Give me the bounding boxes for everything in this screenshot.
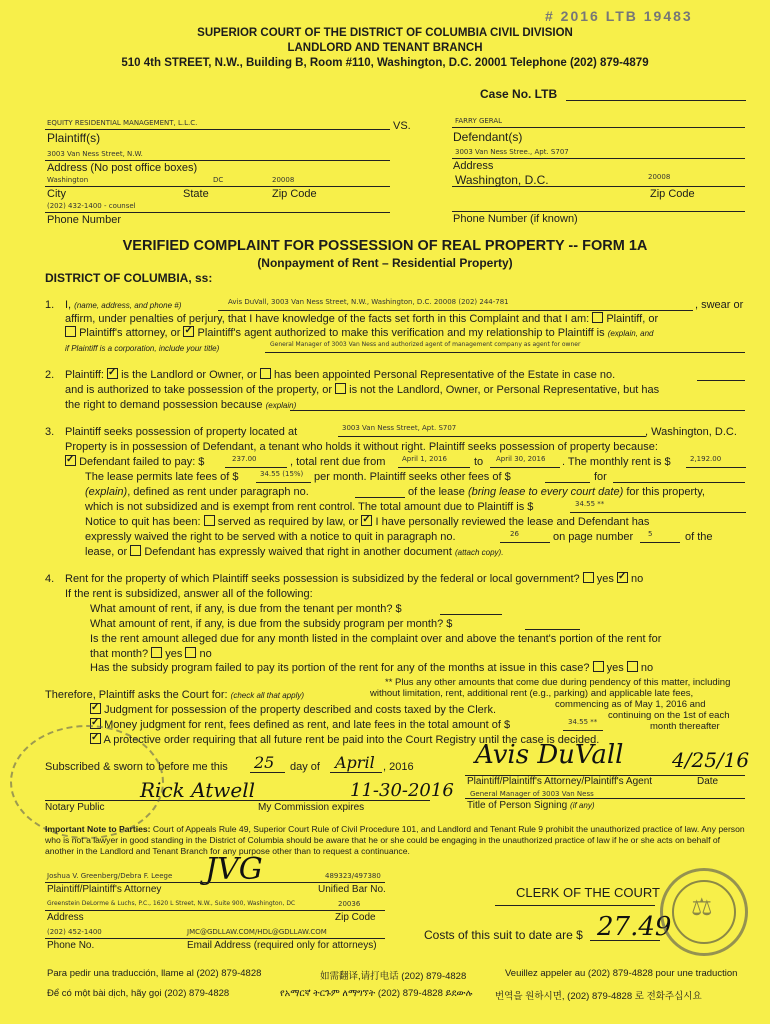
p4-line7 xyxy=(90,661,653,676)
p3-line5 xyxy=(85,485,309,500)
p4-l6-no: no xyxy=(199,648,212,660)
p2-line2-text: and is authorized to take possession of the property, or xyxy=(65,384,333,396)
affiant-label: Plaintiff/Plaintiff's Attorney/Plaintiff's Agent xyxy=(467,776,653,787)
footnote-line3: commencing as of May 1, 2016 and xyxy=(555,699,706,710)
p3-line2: Property is in possession of Defendant, a tenant who holds it without right. Plaintiff seeks possession of property because: xyxy=(65,441,658,453)
plaintiff-street-label: Address (No post office boxes) xyxy=(47,162,198,174)
p1-name-fill: Avis DuVall, 3003 Van Ness Street, N.W., Washington, D.C. 20008 (202) 244-781 xyxy=(228,298,509,306)
p3-from-fill: April 1, 2016 xyxy=(402,455,447,463)
footnote-line5: month thereafter xyxy=(650,721,720,732)
p3-l7b: served as required by law, or xyxy=(217,516,359,528)
attorney-address-line xyxy=(45,910,385,911)
p3-page-fill: 5 xyxy=(648,530,653,538)
failed-to-pay-checkbox[interactable] xyxy=(65,455,76,466)
title-label-text: Title of Person Signing xyxy=(467,800,568,811)
attorney-phone-label: Phone No. xyxy=(47,940,95,951)
title-label xyxy=(467,800,594,811)
cost-line xyxy=(590,940,660,941)
sign-date: 4/25/16 xyxy=(672,748,750,772)
p4-l7: Has the subsidy program failed to pay its portion of the rent for any of the months at issue in this case? xyxy=(90,662,590,674)
defendant-phone-line xyxy=(452,211,745,212)
p3-l8b: on page number xyxy=(553,531,634,543)
title-line xyxy=(465,798,745,799)
p4-yes: yes xyxy=(596,573,614,585)
p4-l7-no: no xyxy=(640,662,654,674)
p1-line1 xyxy=(65,298,181,313)
translation-amharic: የአማርኛ ትርጉም ለማግኘት (202) 879-4828 ይደውሉ xyxy=(280,988,473,999)
attorney-email-label: Email Address (required only for attorneys) xyxy=(187,940,377,951)
translation-french: Veuillez appeler au (202) 879-4828 pour une traduction xyxy=(505,968,738,979)
form-title: VERIFIED COMPLAINT FOR POSSESSION OF REAL PROPERTY -- FORM 1A xyxy=(122,238,648,254)
attorney-email: JMC@GDLLAW.COM/HDL@GDLLAW.COM xyxy=(187,928,327,936)
landlord-checkbox[interactable] xyxy=(107,368,118,379)
p3-l5c: of the lease xyxy=(408,486,465,498)
p2-hint: (explain) xyxy=(265,401,297,410)
p1-agent-hint: (explain, and xyxy=(607,329,654,338)
p4-l5: Is the rent amount alleged due for any month listed in the complaint over and above the tenant's portion of the rent for xyxy=(90,633,662,645)
p1-hint: (name, address, and phone #) xyxy=(74,301,182,310)
subsidized-no-checkbox[interactable] xyxy=(617,572,628,583)
p3-l5b: , defined as rent under paragraph no. xyxy=(127,486,309,498)
p3-l9b: Defendant has expressly waived that right in another document xyxy=(144,546,452,558)
attorney-name-label: Plaintiff/Plaintiff's Attorney xyxy=(47,884,162,895)
footnote-line4: continuing on the 1st of each xyxy=(608,710,730,721)
failed-pay-yes-checkbox[interactable] xyxy=(593,661,604,672)
p2-line3-text: the right to demand possession because xyxy=(65,399,263,411)
p2-line2b-text: is not the Landlord, Owner, or Personal Representative, but has xyxy=(349,384,660,396)
over-portion-no-checkbox[interactable] xyxy=(185,647,196,658)
sworn-month-line xyxy=(330,772,382,773)
p1-title-fill: General Manager of 3003 Van Ness and authorized agent of management company as agent for owner xyxy=(270,341,581,348)
notary-seal xyxy=(10,725,164,839)
p3-line1: Plaintiff seeks possession of property located at xyxy=(65,426,298,438)
defendant-phone-label: Phone Number (if known) xyxy=(453,213,578,225)
defendant-address-label: Address xyxy=(453,160,494,172)
failed-pay-no-checkbox[interactable] xyxy=(627,661,638,672)
district-label: DISTRICT OF COLUMBIA, ss: xyxy=(45,271,213,285)
defendant-street-line xyxy=(452,158,745,159)
p3-line5b xyxy=(408,485,705,500)
p2-line1 xyxy=(65,368,615,383)
p3-l5d: (bring lease to every court date) xyxy=(467,486,624,498)
p3-l8c: of the xyxy=(685,531,713,543)
plaintiff-city-line xyxy=(45,186,390,187)
p2-explain-line[interactable] xyxy=(290,410,745,411)
subsidized-yes-checkbox[interactable] xyxy=(583,572,594,583)
sworn-b: day of xyxy=(290,761,320,773)
p3-l3b: , total rent due from xyxy=(290,456,386,468)
p3-address-fill: 3003 Van Ness Street, Apt. S707 xyxy=(342,424,457,432)
p3-l3a: Defendant failed to pay: $ xyxy=(79,456,205,468)
p4-no: no xyxy=(631,573,644,585)
title-hint: (if any) xyxy=(570,801,595,810)
defendant-zip: 20008 xyxy=(648,173,671,181)
p4-l6: that month? xyxy=(90,648,149,660)
p3-washington: , Washington, D.C. xyxy=(645,426,737,438)
defendant-name-line xyxy=(452,127,745,128)
tenant-amount-line[interactable] xyxy=(440,614,502,615)
attorney-name-line xyxy=(45,882,385,883)
branch-name: LANDLORD AND TENANT BRANCH xyxy=(287,42,483,54)
attorney-address-label: Address xyxy=(47,912,84,923)
city-label: City xyxy=(47,188,66,200)
subsidy-amount-line[interactable] xyxy=(525,629,580,630)
p3-for-line[interactable] xyxy=(613,482,745,483)
p1-line2-text: affirm, under penalties of perjury, that I have knowledge of the facts set forth in this Complaint and that I am: xyxy=(65,313,590,325)
p1-line2 xyxy=(65,312,658,327)
p3-to-fill: April 30, 2016 xyxy=(496,455,546,463)
p3-l9a: lease, or xyxy=(85,546,128,558)
relief-possession xyxy=(90,703,496,718)
seal-emblem-icon: ⚖ xyxy=(691,894,713,921)
p3-para-no-line[interactable] xyxy=(355,497,405,498)
p1-hint3: if Plaintiff is a corporation, include your title) xyxy=(65,344,220,353)
relief-money-text: Money judgment for rent, fees defined as rent, and late fees in the total amount of $ xyxy=(104,719,511,731)
cost-label: Costs of this suit to date are $ xyxy=(424,928,583,942)
attorney-address: Greenstein DeLorme & Luchs, P.C., 1620 L Street, N.W., Suite 900, Washington, DC xyxy=(47,900,296,907)
p2-text-b: is the Landlord or Owner, or xyxy=(121,369,257,381)
note-body: Court of Appeals Rule 49, Superior Court Rule of Civil Procedure 101, and Landlord and Tenant Rule 9 prohibit the unauthorized practice of law. Any person who is not a lawyer in good standing in the District of Columbia should be aware that he or she could be engaging in the unauthorized practice of law if he or she acts on behalf of another in the Landlord and Tenant Branch for any purpose other than to request a continuance. xyxy=(45,824,745,856)
translation-chinese: 如需翻译,请打电话 (202) 879-4828 xyxy=(320,971,467,982)
plaintiff-name-line xyxy=(45,129,390,130)
p4-number: 4. xyxy=(45,573,55,585)
p3-l4b: per month. Plaintiff seeks other fees of $ xyxy=(314,471,511,483)
p2-text-c: has been appointed Personal Representative of the Estate in case no. xyxy=(273,369,616,381)
defendant-zip-label: Zip Code xyxy=(650,188,695,200)
served-checkbox[interactable] xyxy=(204,515,215,526)
p3-l7a: Notice to quit has been: xyxy=(85,516,201,528)
plaintiff-street-line xyxy=(45,160,390,161)
commission-date: 11-30-2016 xyxy=(350,780,454,801)
footnote-line1: ** Plus any other amounts that come due during pendency of this matter, including xyxy=(385,677,731,688)
therefore-line xyxy=(45,688,304,703)
sworn-day-line xyxy=(250,772,285,773)
translation-vietnamese: Để có một bài dịch, hãy gọi (202) 879-4828 xyxy=(47,988,230,999)
p4-l4: What amount of rent, if any, is due from the subsidy program per month? $ xyxy=(90,618,453,630)
attorney-zip-label: Zip Code xyxy=(335,912,376,923)
p1-number: 1. xyxy=(45,299,55,311)
p3-line7 xyxy=(85,515,649,530)
state-label: State xyxy=(183,188,209,200)
p4-l6-yes: yes xyxy=(165,648,183,660)
bar-label: Unified Bar No. xyxy=(318,884,386,895)
p3-page-line xyxy=(640,542,680,543)
plaintiff-zip: 20008 xyxy=(272,176,295,184)
attorney-signature: JVG xyxy=(205,852,263,887)
notary-label: Notary Public xyxy=(45,802,105,813)
p1-text-a: I, xyxy=(65,299,75,311)
p3-from-line xyxy=(398,467,470,468)
case-number-label: Case No. LTB xyxy=(480,87,558,101)
p3-l7c: I have personally reviewed the lease and Defendant has xyxy=(375,516,650,528)
p3-l3d: . The monthly rent is $ xyxy=(562,456,671,468)
relief-money-line xyxy=(563,730,603,731)
p3-l8a: expressly waived the right to be served with a notice to quit in paragraph no. xyxy=(85,531,456,543)
attorney-phone: (202) 452-1400 xyxy=(47,928,102,936)
therefore-text: Therefore, Plaintiff asks the Court for: xyxy=(45,689,228,701)
sworn-a: Subscribed & sworn to before me this xyxy=(45,761,228,773)
versus: VS. xyxy=(393,120,411,132)
p3-to-line xyxy=(490,467,560,468)
clerk-label: CLERK OF THE COURT xyxy=(516,885,660,900)
p3-l5a: (explain) xyxy=(85,486,128,498)
defendant-city-line xyxy=(452,186,745,187)
waived-checkbox[interactable] xyxy=(130,545,141,556)
date-label: Date xyxy=(697,776,719,787)
attorney-phone-line xyxy=(45,938,385,939)
p2-line3 xyxy=(65,398,296,413)
plaintiff-phone-line xyxy=(45,212,390,213)
p3-late-line xyxy=(256,482,311,483)
p3-total-fill: 34.55 ** xyxy=(575,500,605,508)
defendant-street: 3003 Van Ness Stree., Apt. S707 xyxy=(455,148,569,156)
p3-line3 xyxy=(65,455,204,470)
commission-label: My Commission expires xyxy=(258,802,365,813)
important-note xyxy=(45,824,750,857)
p1-title-line xyxy=(265,352,745,353)
p3-l4c: for xyxy=(594,471,607,483)
p1-opt-attorney: Plaintiff's attorney, or xyxy=(79,327,181,339)
p3-pay-line xyxy=(225,467,287,468)
defendant-name: FARRY GERAL xyxy=(455,117,503,125)
p4-text-a: Rent for the property of which Plaintiff seeks possession is subsidized by the federal or local government? xyxy=(65,573,580,585)
court-seal xyxy=(660,868,748,956)
note-heading: Important Note to Parties: xyxy=(45,824,151,834)
possession-checkbox[interactable] xyxy=(90,703,101,714)
p2-number: 2. xyxy=(45,369,55,381)
zip-label: Zip Code xyxy=(272,188,317,200)
court-address: 510 4th STREET, N.W., Building B, Room #110, Washington, D.C. 20001 Telephone (202) 879-4879 xyxy=(121,57,649,69)
form-subtitle: (Nonpayment of Rent – Residential Property) xyxy=(257,256,513,270)
p3-address-line xyxy=(338,436,646,437)
defendant-label: Defendant(s) xyxy=(453,130,523,144)
p3-l6: which is not subsidized and is exempt from rent control. The total amount due to Plaintiff is $ xyxy=(85,501,534,513)
plaintiff-phone: (202) 432-1400 - counsel xyxy=(47,202,136,210)
court-name: SUPERIOR COURT OF THE DISTRICT OF COLUMBIA CIVIL DIVISION xyxy=(197,27,573,39)
cost-value: 27.49 xyxy=(597,912,672,942)
relief-possession-text: Judgment for possession of the property described and costs taxed by the Clerk. xyxy=(104,704,496,716)
plaintiff-city: Washington xyxy=(47,176,89,184)
p3-rent-fill: 2,192.00 xyxy=(690,455,722,463)
not-landlord-checkbox[interactable] xyxy=(335,383,346,394)
p1-opt-agent: Plaintiff's agent authorized to make this verification and my relationship to Plaintiff is xyxy=(197,327,605,339)
attorney-zip: 20036 xyxy=(338,900,361,908)
p1-line3 xyxy=(65,326,654,341)
p3-other-fees-line[interactable] xyxy=(545,482,590,483)
therefore-hint: (check all that apply) xyxy=(230,691,305,700)
plaintiff-street: 3003 Van Ness Street, N.W. xyxy=(47,150,143,158)
affiant-signature: Avis DuVall xyxy=(475,740,624,770)
p1-swear: , swear or xyxy=(695,299,744,311)
p1-name-line xyxy=(218,310,693,311)
agent-checkbox[interactable] xyxy=(183,326,194,337)
p3-l5e: for this property, xyxy=(626,486,705,498)
defendant-city: Washington, D.C. xyxy=(455,173,549,187)
plaintiff-name: EQUITY RESIDENTIAL MANAGEMENT, L.L.C. xyxy=(47,119,198,127)
p4-line6 xyxy=(90,647,212,662)
p3-late-fill: 34.55 (15%) xyxy=(260,470,304,478)
p4-l7-yes: yes xyxy=(606,662,624,674)
p3-para-fill: 26 xyxy=(510,530,519,538)
bar-number: 489323/497380 xyxy=(325,872,381,880)
title-fill: General Manager of 3003 Van Ness xyxy=(470,790,594,798)
relief-money-fill: 34.55 ** xyxy=(568,718,598,726)
plaintiff-state: DC xyxy=(213,176,224,184)
plaintiff-checkbox[interactable] xyxy=(592,312,603,323)
p3-l4a: The lease permits late fees of $ xyxy=(85,471,239,483)
plaintiff-label: Plaintiff(s) xyxy=(47,131,101,145)
p4-line1 xyxy=(65,572,643,587)
p3-rent-line xyxy=(686,467,746,468)
notary-signature: Rick Atwell xyxy=(140,778,256,802)
p3-l3c: to xyxy=(474,456,484,468)
sworn-day: 25 xyxy=(254,753,275,772)
p1-line4 xyxy=(65,341,219,356)
p4-l2: If the rent is subsidized, answer all of the following: xyxy=(65,588,313,600)
p2-text-a: Plaintiff: xyxy=(65,369,104,381)
relief-money xyxy=(90,718,510,733)
attorney-checkbox[interactable] xyxy=(65,326,76,337)
case-number-stamp: # 2016 LTB 19483 xyxy=(545,8,693,24)
p4-l3: What amount of rent, if any, is due from the tenant per month? $ xyxy=(90,603,402,615)
personal-rep-checkbox[interactable] xyxy=(260,368,271,379)
clerk-line xyxy=(495,905,655,906)
p1-opt-plaintiff: Plaintiff, or xyxy=(606,313,659,325)
footnote-line2: without limitation, rent, additional rent (e.g., parking) and applicable late fees, xyxy=(370,688,694,699)
p3-pay-fill: 237.00 xyxy=(232,455,257,463)
p3-para-line xyxy=(500,542,550,543)
p2-line2 xyxy=(65,383,659,398)
case-number-line[interactable] xyxy=(566,100,746,101)
p3-total-line xyxy=(570,512,746,513)
attorney-name: Joshua V. Greenberg/Debra F. Leege xyxy=(47,872,173,880)
over-portion-yes-checkbox[interactable] xyxy=(151,647,162,658)
p3-line9 xyxy=(85,545,503,560)
p3-l9c: (attach copy). xyxy=(454,548,504,557)
reviewed-lease-checkbox[interactable] xyxy=(361,515,372,526)
p3-number: 3. xyxy=(45,426,55,438)
relief-protective-text: A protective order requiring that all future rent be paid into the Court Registry until the case is decided. xyxy=(103,734,600,746)
translation-korean: 번역을 원하시면, (202) 879-4828 로 전화주십시요 xyxy=(495,991,702,1002)
translation-spanish: Para pedir una traducción, llame al (202) 879-4828 xyxy=(47,968,262,979)
sworn-c: , 2016 xyxy=(383,761,414,773)
plaintiff-phone-label: Phone Number xyxy=(47,214,121,226)
p2-case-no-line[interactable] xyxy=(697,380,745,381)
sworn-month: April xyxy=(335,753,375,772)
